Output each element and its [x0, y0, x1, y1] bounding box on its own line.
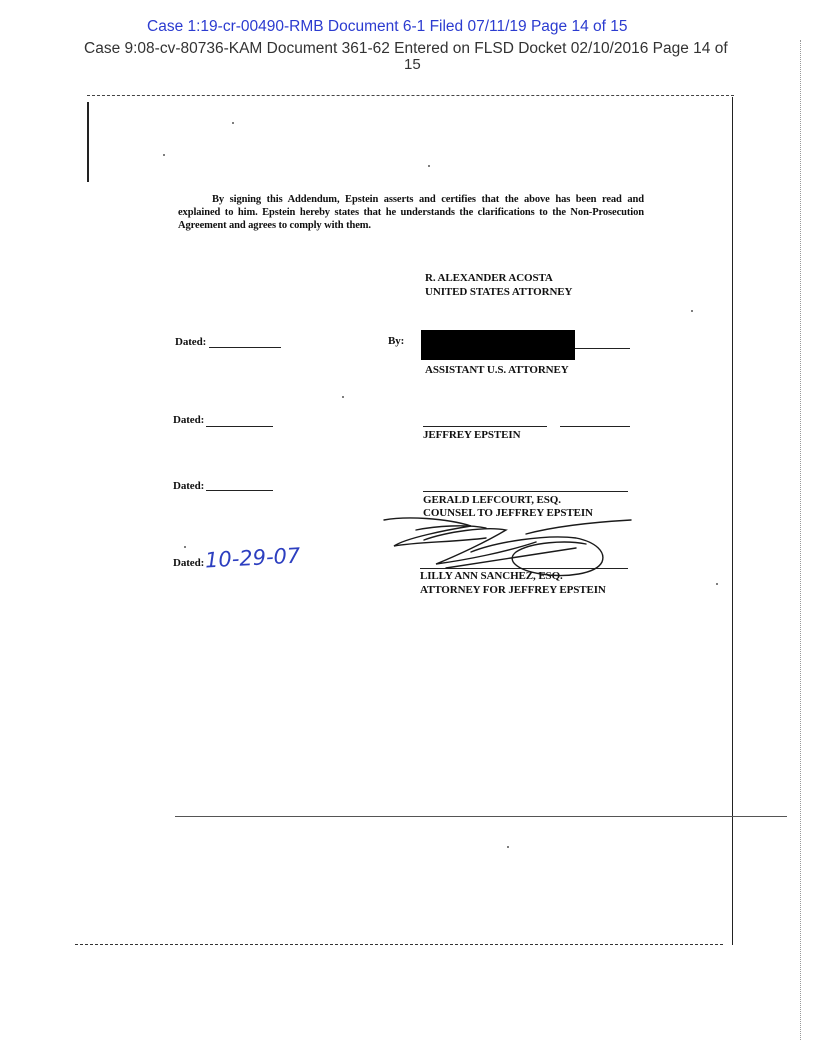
signature-line-ausa [575, 348, 630, 349]
scan-speck [163, 154, 165, 156]
signature-line-epstein-a [423, 426, 547, 427]
scan-speck [232, 122, 234, 124]
addendum-paragraph [178, 193, 644, 232]
signer-name-sanchez: LILLY ANN SANCHEZ, ESQ. [420, 570, 563, 582]
header-case-line-2-continued: 15 [404, 56, 421, 73]
dated-label-1: Dated: [175, 336, 207, 348]
scan-speck [716, 583, 718, 585]
by-label: By: [388, 335, 405, 347]
scan-speck [428, 165, 430, 167]
handwritten-signature [376, 512, 636, 587]
scan-speck [184, 546, 186, 548]
header-case-line-1: Case 1:19-cr-00490-RMB Document 6-1 Filed 07/11/19 Page 14 of 15 [147, 18, 628, 35]
signer-title-sanchez: ATTORNEY FOR JEFFREY EPSTEIN [420, 584, 606, 596]
dated-label-4: Dated: [173, 557, 205, 569]
scan-edge-left [87, 102, 89, 182]
us-attorney-name: R. ALEXANDER ACOSTA [425, 272, 553, 284]
us-attorney-title: UNITED STATES ATTORNEY [425, 286, 573, 298]
dated-line-3 [206, 490, 273, 491]
signer-name-lefcourt: GERALD LEFCOURT, ESQ. [423, 494, 561, 506]
signer-name-epstein: JEFFREY EPSTEIN [423, 429, 521, 441]
handwritten-date: 10-29-07 [204, 543, 301, 573]
signer-title-lefcourt: COUNSEL TO JEFFREY EPSTEIN [423, 507, 593, 519]
horizontal-rule [175, 816, 787, 817]
scan-speck [691, 310, 693, 312]
signature-line-epstein-b [560, 426, 630, 427]
dated-line-2 [206, 426, 273, 427]
redaction-box [421, 330, 575, 360]
addendum-paragraph-text: By signing this Addendum, Epstein asserts and certifies that the above has been read and explained to him. Epstein hereby states that he understands the clarifications to the Non-Prosecution Agreement and agrees to comply with them. [178, 194, 644, 231]
scan-speck [507, 846, 509, 848]
scan-speck [342, 396, 344, 398]
scan-edge-bottom [75, 944, 723, 945]
header-case-line-2: Case 9:08-cv-80736-KAM Document 361-62 Entered on FLSD Docket 02/10/2016 Page 14 of [84, 40, 728, 57]
dated-label-3: Dated: [173, 480, 205, 492]
dated-line-1 [209, 347, 281, 348]
scan-edge-top [87, 95, 734, 96]
ausa-title: ASSISTANT U.S. ATTORNEY [425, 364, 569, 376]
scan-edge-right [732, 97, 733, 945]
scan-margin-line [800, 40, 801, 1040]
dated-label-2: Dated: [173, 414, 205, 426]
signature-line-lefcourt [423, 491, 628, 492]
